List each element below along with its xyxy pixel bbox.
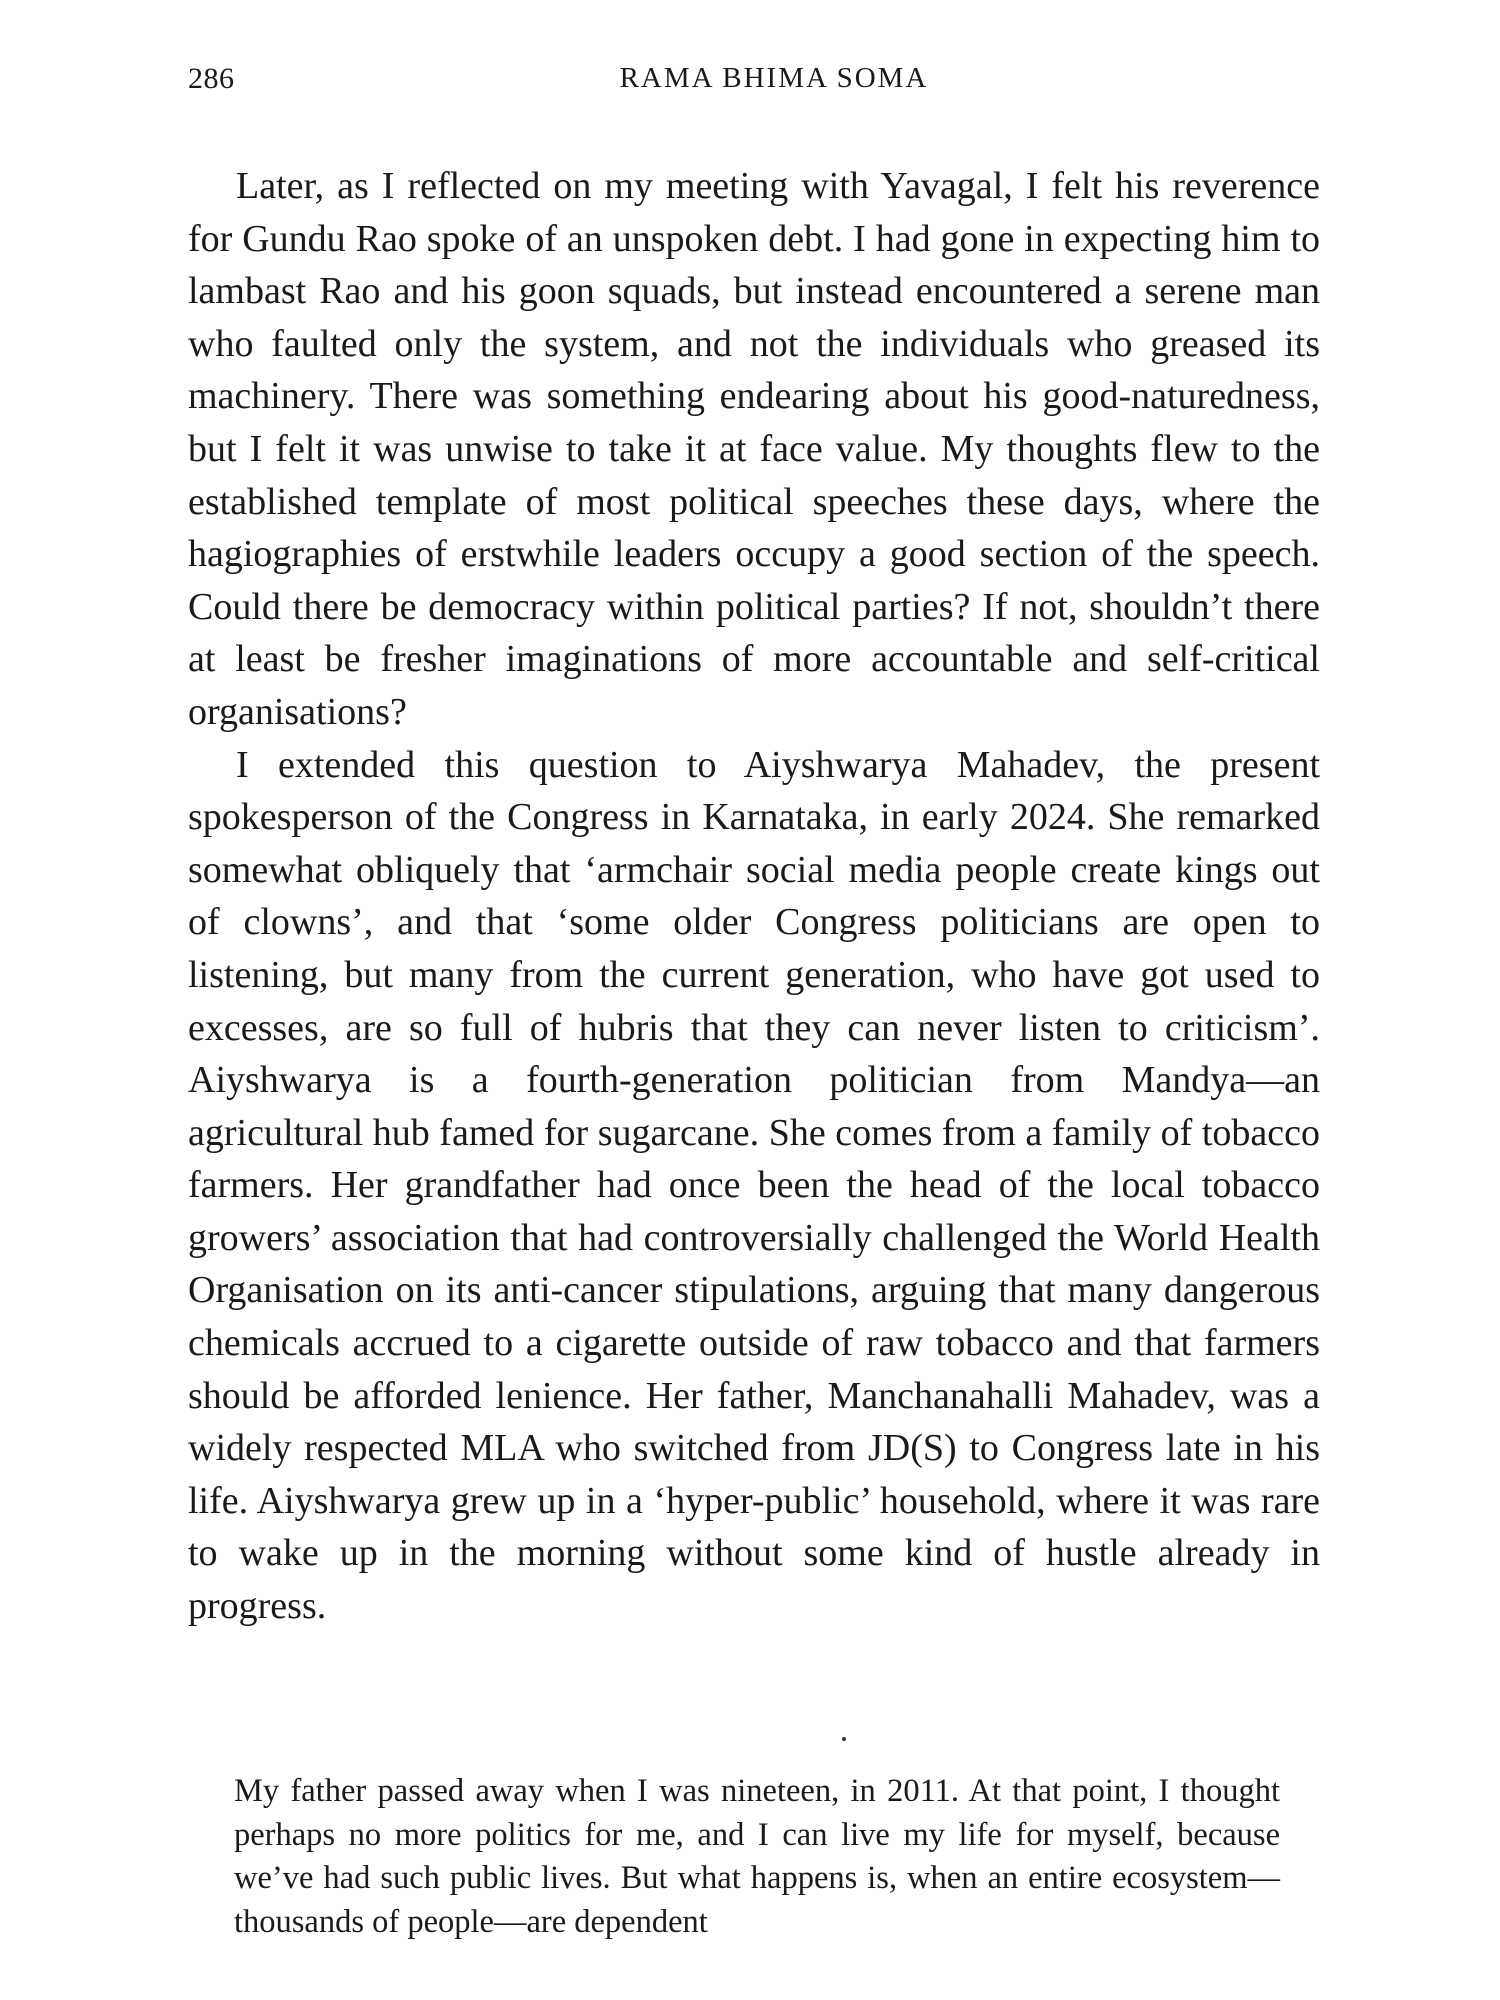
paragraph: Later, as I reflected on my meeting with Yavagal, I felt his reverence for Gundu Rao spoke of an unspoken debt. I had gone in expecting him to lambast Rao and his goon squads, but instead encountered a serene man who faulted only the system, and not the individuals who greased its machinery. There was something endearing about his good-naturedness, but I felt it was unwise to take it at face value. My thoughts flew to the established template of most political speeches these days, where the hagiographies of erstwhile leaders occupy a good section of the speech. Could there be democracy within political parties? If not, shouldn’t there at least be fresher imaginations of more accountable and self-critical organisations?	[188, 165, 1320, 733]
block-quote-text: My father passed away when I was nineteen, in 2011. At that point, I thought perhaps no more politics for me, and I can live my life for myself, because we’ve had such public lives. But what happens is, when an entire ecosystem—thousands of people—are dependent	[234, 1773, 1280, 1940]
body-text	[188, 160, 1320, 1633]
page-number: 286	[188, 62, 235, 95]
paragraph: I extended this question to Aiyshwarya Mahadev, the present spokesperson of the Congress in Karnataka, in early 2024. She remarked somewhat obliquely that ‘armchair social media people create kings out of clowns’, and that ‘some older Congress politicians are open to listening, but many from the current generation, who have got used to excesses, are so full of hubris that they can never listen to criticism’. Aiyshwarya is a fourth-generation politician from Mandya—an agricultural hub famed for sugarcane. She comes from a family of tobacco farmers. Her grandfather had once been the head of the local tobacco growers’ association that had controversially challenged the World Health Organisation on its anti-cancer stipulations, arguing that many dangerous chemicals accrued to a cigarette outside of raw tobacco and that farmers should be afforded lenience. Her father, Manchanahalli Mahadev, was a widely respected MLA who switched from JD(S) to Congress late in his life. Aiyshwarya grew up in a ‘hyper-public’ household, where it was rare to wake up in the morning without some kind of hustle already in progress.	[188, 743, 1320, 1628]
block-quote	[234, 1770, 1280, 1944]
page-header	[188, 62, 1320, 102]
running-title: RAMA BHIMA SOMA	[619, 62, 929, 94]
print-speck	[842, 1737, 846, 1741]
